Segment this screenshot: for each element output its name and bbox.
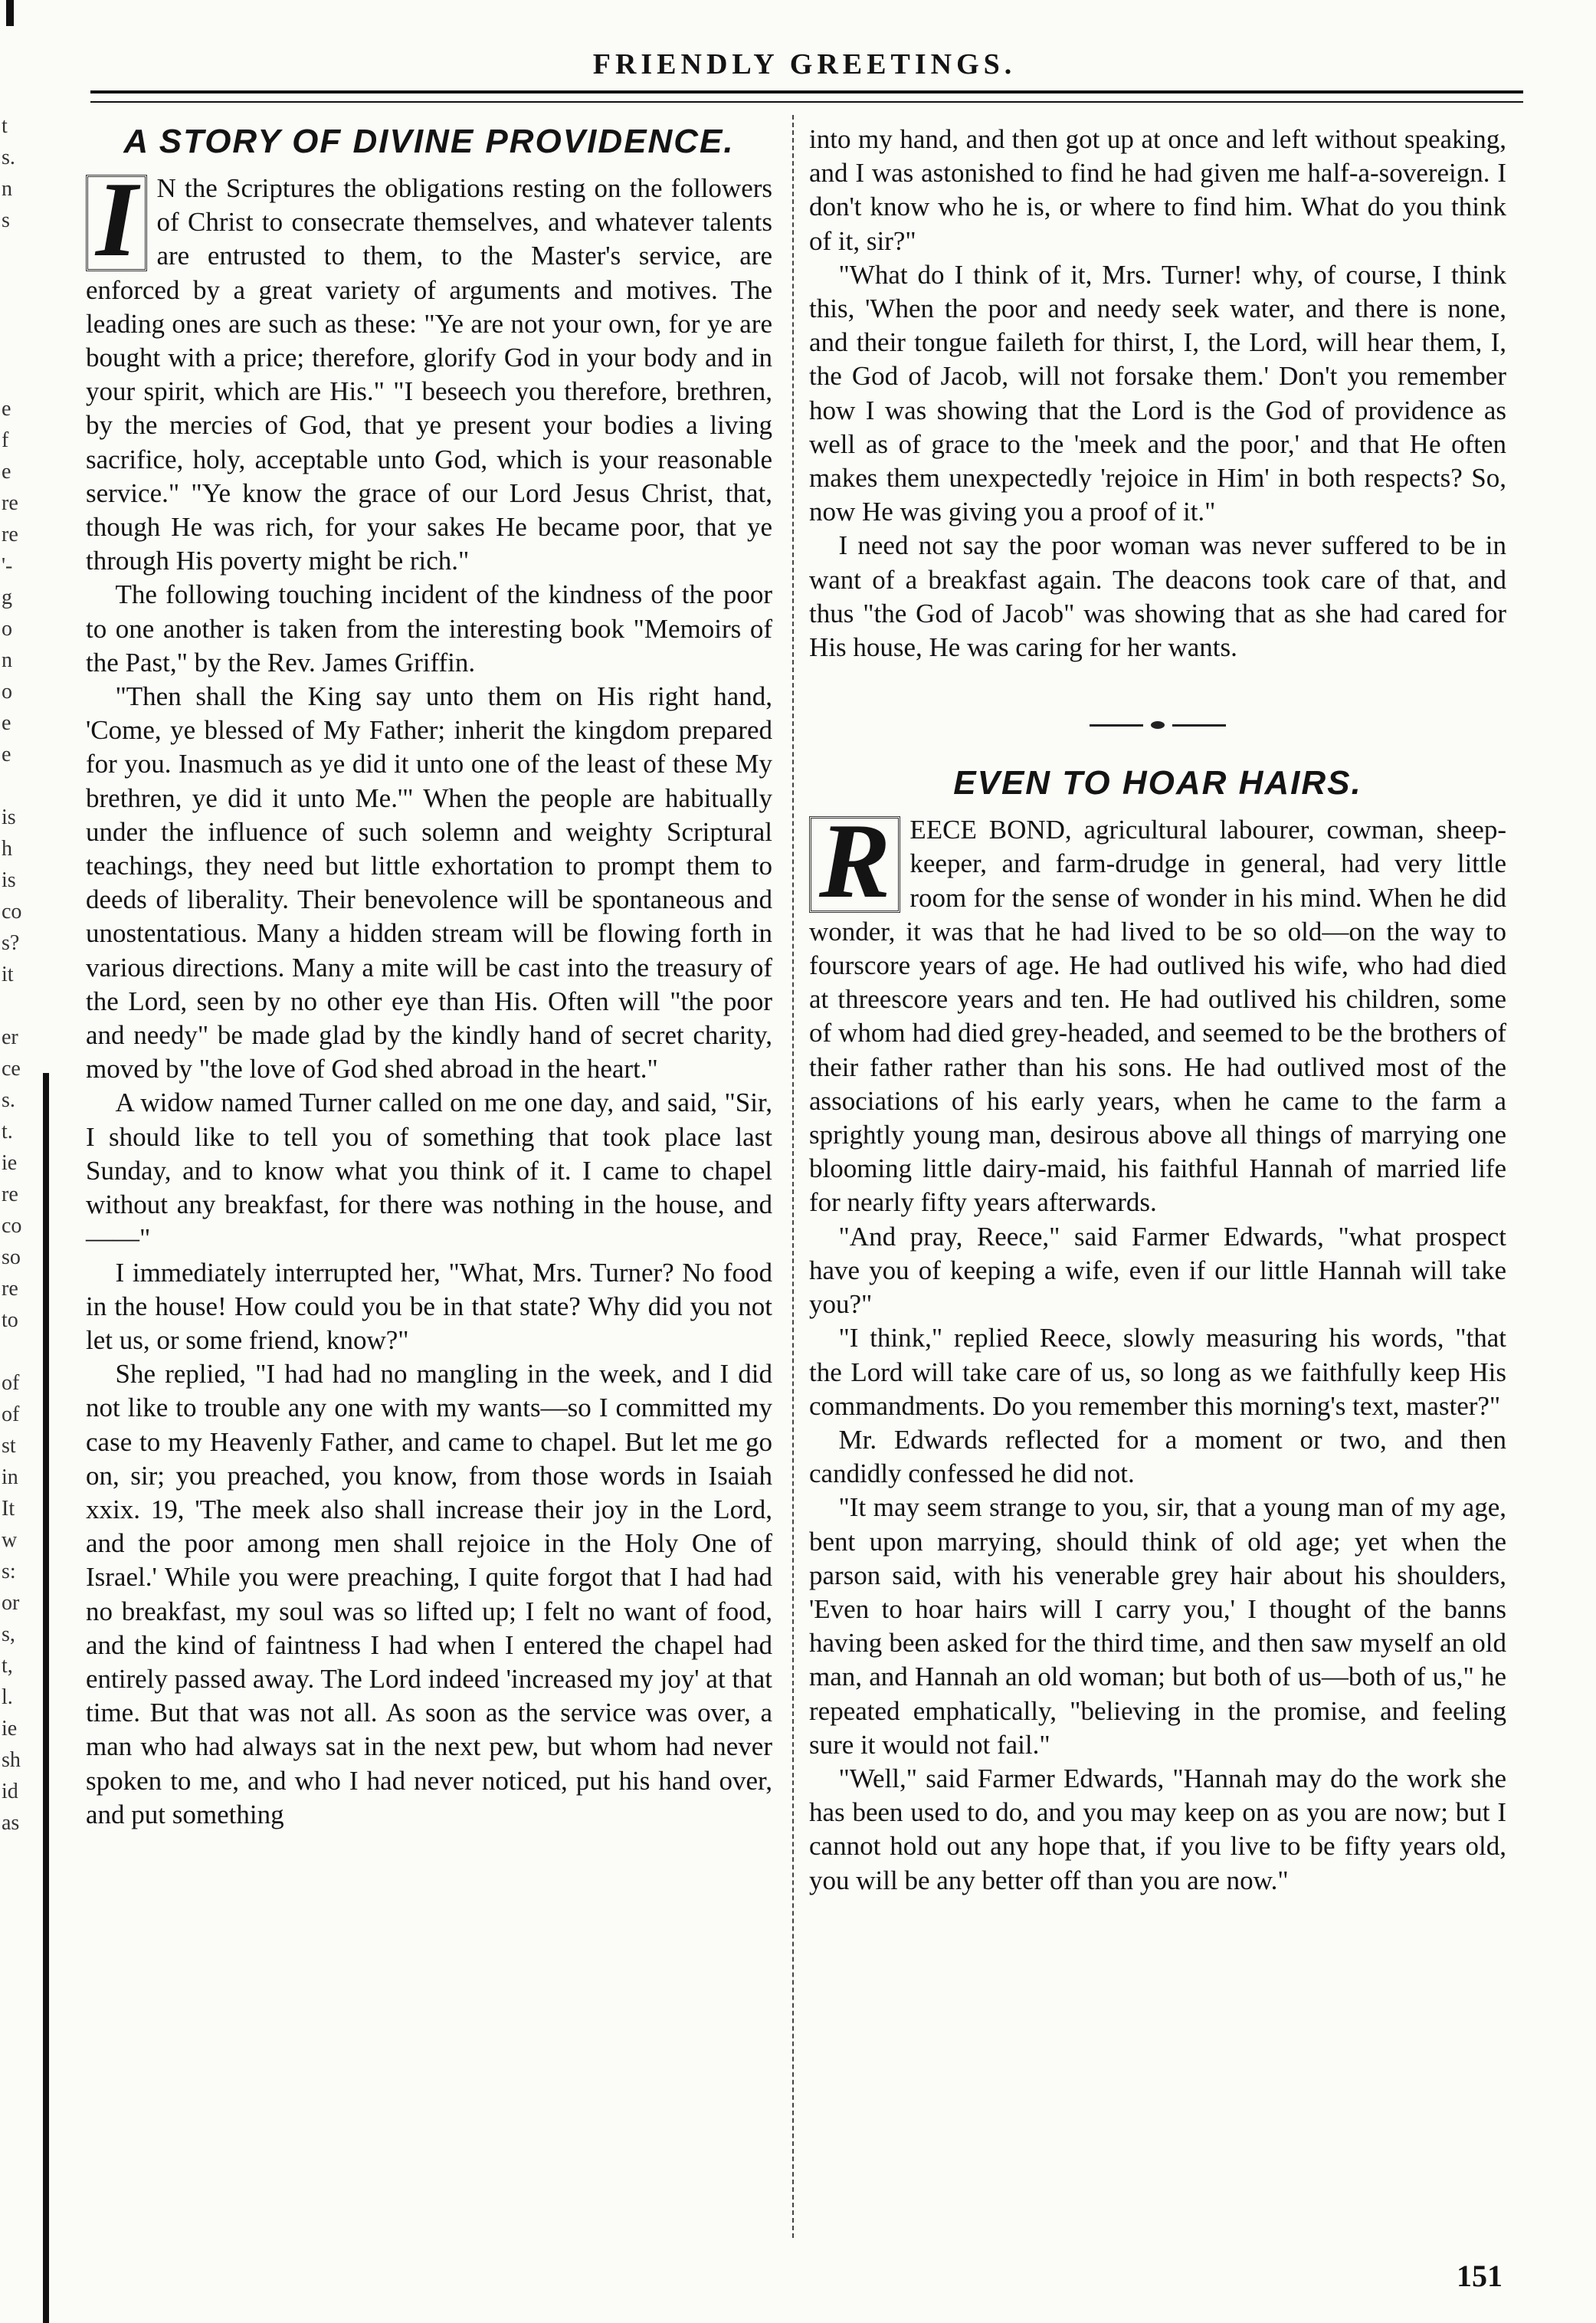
edge-fragment: re: [2, 1277, 18, 1301]
edge-fragment: f: [2, 428, 9, 452]
article-even-to-hoar-hairs: [809, 764, 1506, 1898]
edge-binding-line: [43, 1073, 49, 2323]
adjacent-page-edge: [0, 0, 49, 2323]
running-head: FRIENDLY GREETINGS.: [592, 48, 1017, 80]
paragraph: "What do I think of it, Mrs. Turner! why, of course, I think this, 'When the poor and needy seek water, and there is none, and their tongue faileth for thirst, I, the Lord, will hear them, I, the God of Jacob, will not forsake them.' Don't you remember how I was showing that the Lord is the God of providence as well as of grace to the 'meek and the poor,' and that He often makes them unexpectedly 'rejoice in Him' in both respects? So, now He was giving you a proof of it.": [809, 259, 1506, 527]
edge-fragment: s.: [2, 1088, 15, 1112]
edge-fragment: of: [2, 1403, 20, 1426]
edge-fragment: it: [2, 963, 14, 986]
edge-fragment: e: [2, 460, 11, 484]
ornament-dot: [1151, 721, 1165, 729]
edge-fragment: n: [2, 177, 12, 201]
paragraph: I immediately interrupted her, "What, Mrs. Turner? No food in the house! How could you be in that state? Why did you not let us, or some friend, know?": [86, 1257, 772, 1355]
edge-fragment: o: [2, 617, 12, 641]
edge-fragment: or: [2, 1591, 20, 1615]
edge-fragment: is: [2, 806, 16, 829]
edge-fragment: e: [2, 743, 11, 766]
edge-fragment: re: [2, 491, 18, 515]
edge-fragment: [2, 335, 40, 366]
article-title: A STORY OF DIVINE PROVIDENCE.: [123, 123, 735, 160]
edge-fragment: e: [2, 711, 11, 735]
edge-fragment: '-: [2, 554, 13, 578]
drop-cap: R: [809, 816, 900, 913]
edge-fragment: [2, 366, 40, 398]
edge-fragment: l.: [2, 1685, 13, 1709]
paragraph: "Well," said Farmer Edwards, "Hannah may do the work she has been used to do, and you may keep on as you are now; but I cannot hold out any hope that, if you live to be fifty years old, you will be any better off than you are now.": [809, 1763, 1506, 1895]
edge-fragment: re: [2, 523, 18, 546]
article-divine-providence: [86, 123, 772, 1832]
edge-fragment: co: [2, 1214, 22, 1238]
paragraph-text: N the Scriptures the obligations resting on the followers of Christ to consecrate themselves, and whatever talents are entrusted to them, to the Master's service, are enforced by a great variety of arguments and motives. The leading ones are such as these: "Ye are not your own, for ye are bought with a price; therefore, glorify God in your body and in your spirit, which are His." "I beseech you therefore, brethren, by the mercies of God, that ye present your bodies a living sacrifice, holy, acceptable unto God, which is your reasonable service." "Ye know the grace of our Lord Jesus Christ, that, though He was rich, for your sakes He became poor, that ye through His poverty might be rich.": [86, 173, 772, 576]
edge-fragment: n: [2, 648, 12, 672]
edge-fragment: co: [2, 900, 22, 924]
paragraph: A widow named Turner called on me one day, and said, "Sir, I should like to tell you of something that took place last Sunday, and to know what you think of it. I came to chapel without any breakfast, for there was nothing in the house, and——": [86, 1088, 772, 1254]
lead-in: EECE BOND,: [909, 815, 1072, 845]
edge-fragment: in: [2, 1465, 18, 1489]
paragraph: "I think," replied Reece, slowly measuring his words, "that the Lord will take care of us, so long as we faithfully keep His commandments. Do you remember this morning's text, master?": [809, 1323, 1506, 1421]
edge-fragment: w: [2, 1528, 18, 1552]
edge-fragment: s: [2, 208, 10, 232]
edge-fragment: ie: [2, 1717, 18, 1741]
edge-mark-top: [6, 0, 14, 26]
edge-fragment: [2, 241, 40, 272]
edge-fragment: t.: [2, 1120, 13, 1143]
edge-fragment: [2, 1340, 40, 1372]
edge-fragment: t,: [2, 1654, 13, 1678]
column-divider: [792, 115, 794, 2238]
paragraph: [809, 802, 1506, 1219]
edge-fragment: h: [2, 837, 12, 861]
edge-fragment: s.: [2, 146, 15, 169]
edge-fragment: ie: [2, 1151, 18, 1175]
paragraph: I need not say the poor woman was never suffered to be in want of a breakfast again. The deacons took care of that, and thus "the God of Jacob" was showing that as she had cared for His house, He was caring for her wants.: [809, 530, 1506, 663]
edge-fragment: g: [2, 586, 12, 609]
edge-fragment: s:: [2, 1560, 16, 1583]
paragraph: She replied, "I had had no mangling in the week, and I did not like to trouble any one with my wants—so I committed my case to my Heavenly Father, and came to chapel. But let me go on, sir; you preached, you know, from those words in Isaiah xxix. 19, 'The meek also shall increase their joy in the Lord, and the poor among men shall rejoice in the Holy One of Israel.' While you were preaching, I quite forgot that I had had no breakfast, my soul was so lifted up; I felt no want of food, and the kind of faintness I had when I entered the chapel had entirely passed away. The Lord indeed 'increased my joy' at that time. But that was not all. As soon as the service was over, a man who had always sat in the next pew, but whom had never spoken to me, and who I had never noticed, put his hand over, and put something: [86, 1359, 772, 1829]
header-rule-thick: [90, 90, 1523, 94]
edge-fragment: re: [2, 1183, 18, 1206]
drop-cap: I: [86, 175, 147, 271]
edge-fragment: It: [2, 1497, 15, 1521]
edge-fragment: s?: [2, 931, 20, 955]
paragraph: "Then shall the King say unto them on His right hand, 'Come, ye blessed of My Father; inherit the kingdom prepared for you. Inasmuch as ye did it unto one of the least of these My brethren, ye did it unto Me.'" When the people are habitually under the influence of such solemn and weighty Scriptural teachings, they need but little exhortation to prompt them to deeds of liberality. Their benevolence will be spontaneous and unostentatious. Many a hidden stream will be flowing forth in various directions. Many a mite will be cast into the treasury of the Lord, seen by no other eye than His. Often will "the poor and needy" be made glad by the kindly hand of secret charity, moved by "the love of God shed abroad in the heart.": [86, 681, 772, 1084]
edge-fragment: id: [2, 1780, 18, 1803]
paragraph: "And pray, Reece," said Farmer Edwards, "what prospect have you of keeping a wife, even if our little Hannah will take you?": [809, 1221, 1506, 1320]
edge-text-fragments: [2, 115, 40, 1843]
paragraph: [86, 160, 772, 578]
paragraph: "It may seem strange to you, sir, that a young man of my age, bent upon marrying, should think of old age; yet when the parson said, with his venerable grey hair about his shoulders, 'Even to hoar hairs will I carry you,' I thought of the banns having been asked for the third time, and then saw myself an old man, and Hannah an old woman; but both of us—both of us," he repeated emphatically, "believing in the promise, and feeling sure it would not fail.": [809, 1492, 1506, 1760]
page-number: 151: [1457, 2259, 1503, 2293]
header-rule-thin: [90, 101, 1523, 103]
article-title: EVEN TO HOAR HAIRS.: [953, 764, 1362, 802]
paragraph: The following touching incident of the kindness of the poor to one another is taken from the interesting book "Memoirs of the Past," by the Rev. James Griffin.: [86, 579, 772, 678]
edge-fragment: [2, 775, 40, 806]
edge-fragment: t: [2, 114, 8, 138]
edge-fragment: ce: [2, 1057, 21, 1081]
paragraph-continued: into my hand, and then got up at once and left without speaking, and I was astonished to find he had given me half-a-sovereign. I don't know who he is, or where to find him. What do you think of it, sir?": [809, 124, 1506, 256]
edge-fragment: sh: [2, 1748, 21, 1772]
edge-fragment: st: [2, 1434, 16, 1458]
ornament-line: [1172, 724, 1226, 727]
edge-fragment: is: [2, 868, 16, 892]
paragraph: Mr. Edwards reflected for a moment or two, and then candidly confessed he did not.: [809, 1424, 1506, 1489]
edge-fragment: [2, 272, 40, 303]
edge-fragment: to: [2, 1308, 18, 1332]
edge-fragment: as: [2, 1811, 20, 1835]
section-ornament: [809, 710, 1506, 737]
edge-fragment: so: [2, 1245, 21, 1269]
edge-fragment: er: [2, 1025, 18, 1049]
edge-fragment: [2, 303, 40, 335]
edge-fragment: o: [2, 680, 12, 704]
edge-fragment: of: [2, 1371, 20, 1395]
right-column: [809, 123, 1506, 1898]
edge-fragment: s,: [2, 1622, 15, 1646]
ornament-line: [1090, 724, 1143, 727]
paragraph-text: agricultural labourer, cowman, sheep-keeper, and farm-drudge in general, had very little room for the sense of wonder in his mind. When he did wonder, it was that he had lived to be so old—on the way to fourscore years of age. He had outlived his wife, who had died at threescore years and ten. He had outlived his children, some of whom had died grey-headed, and seemed to be the brothers of their father rather than his sons. He had outlived most of the associations of his early years, when he came to the farm a sprightly young man, desirous above all things of marrying one blooming little dairy-maid, his faithful Hannah of married life for nearly fifty years afterwards.: [809, 815, 1506, 1218]
edge-fragment: [2, 995, 40, 1026]
edge-fragment: e: [2, 397, 11, 421]
